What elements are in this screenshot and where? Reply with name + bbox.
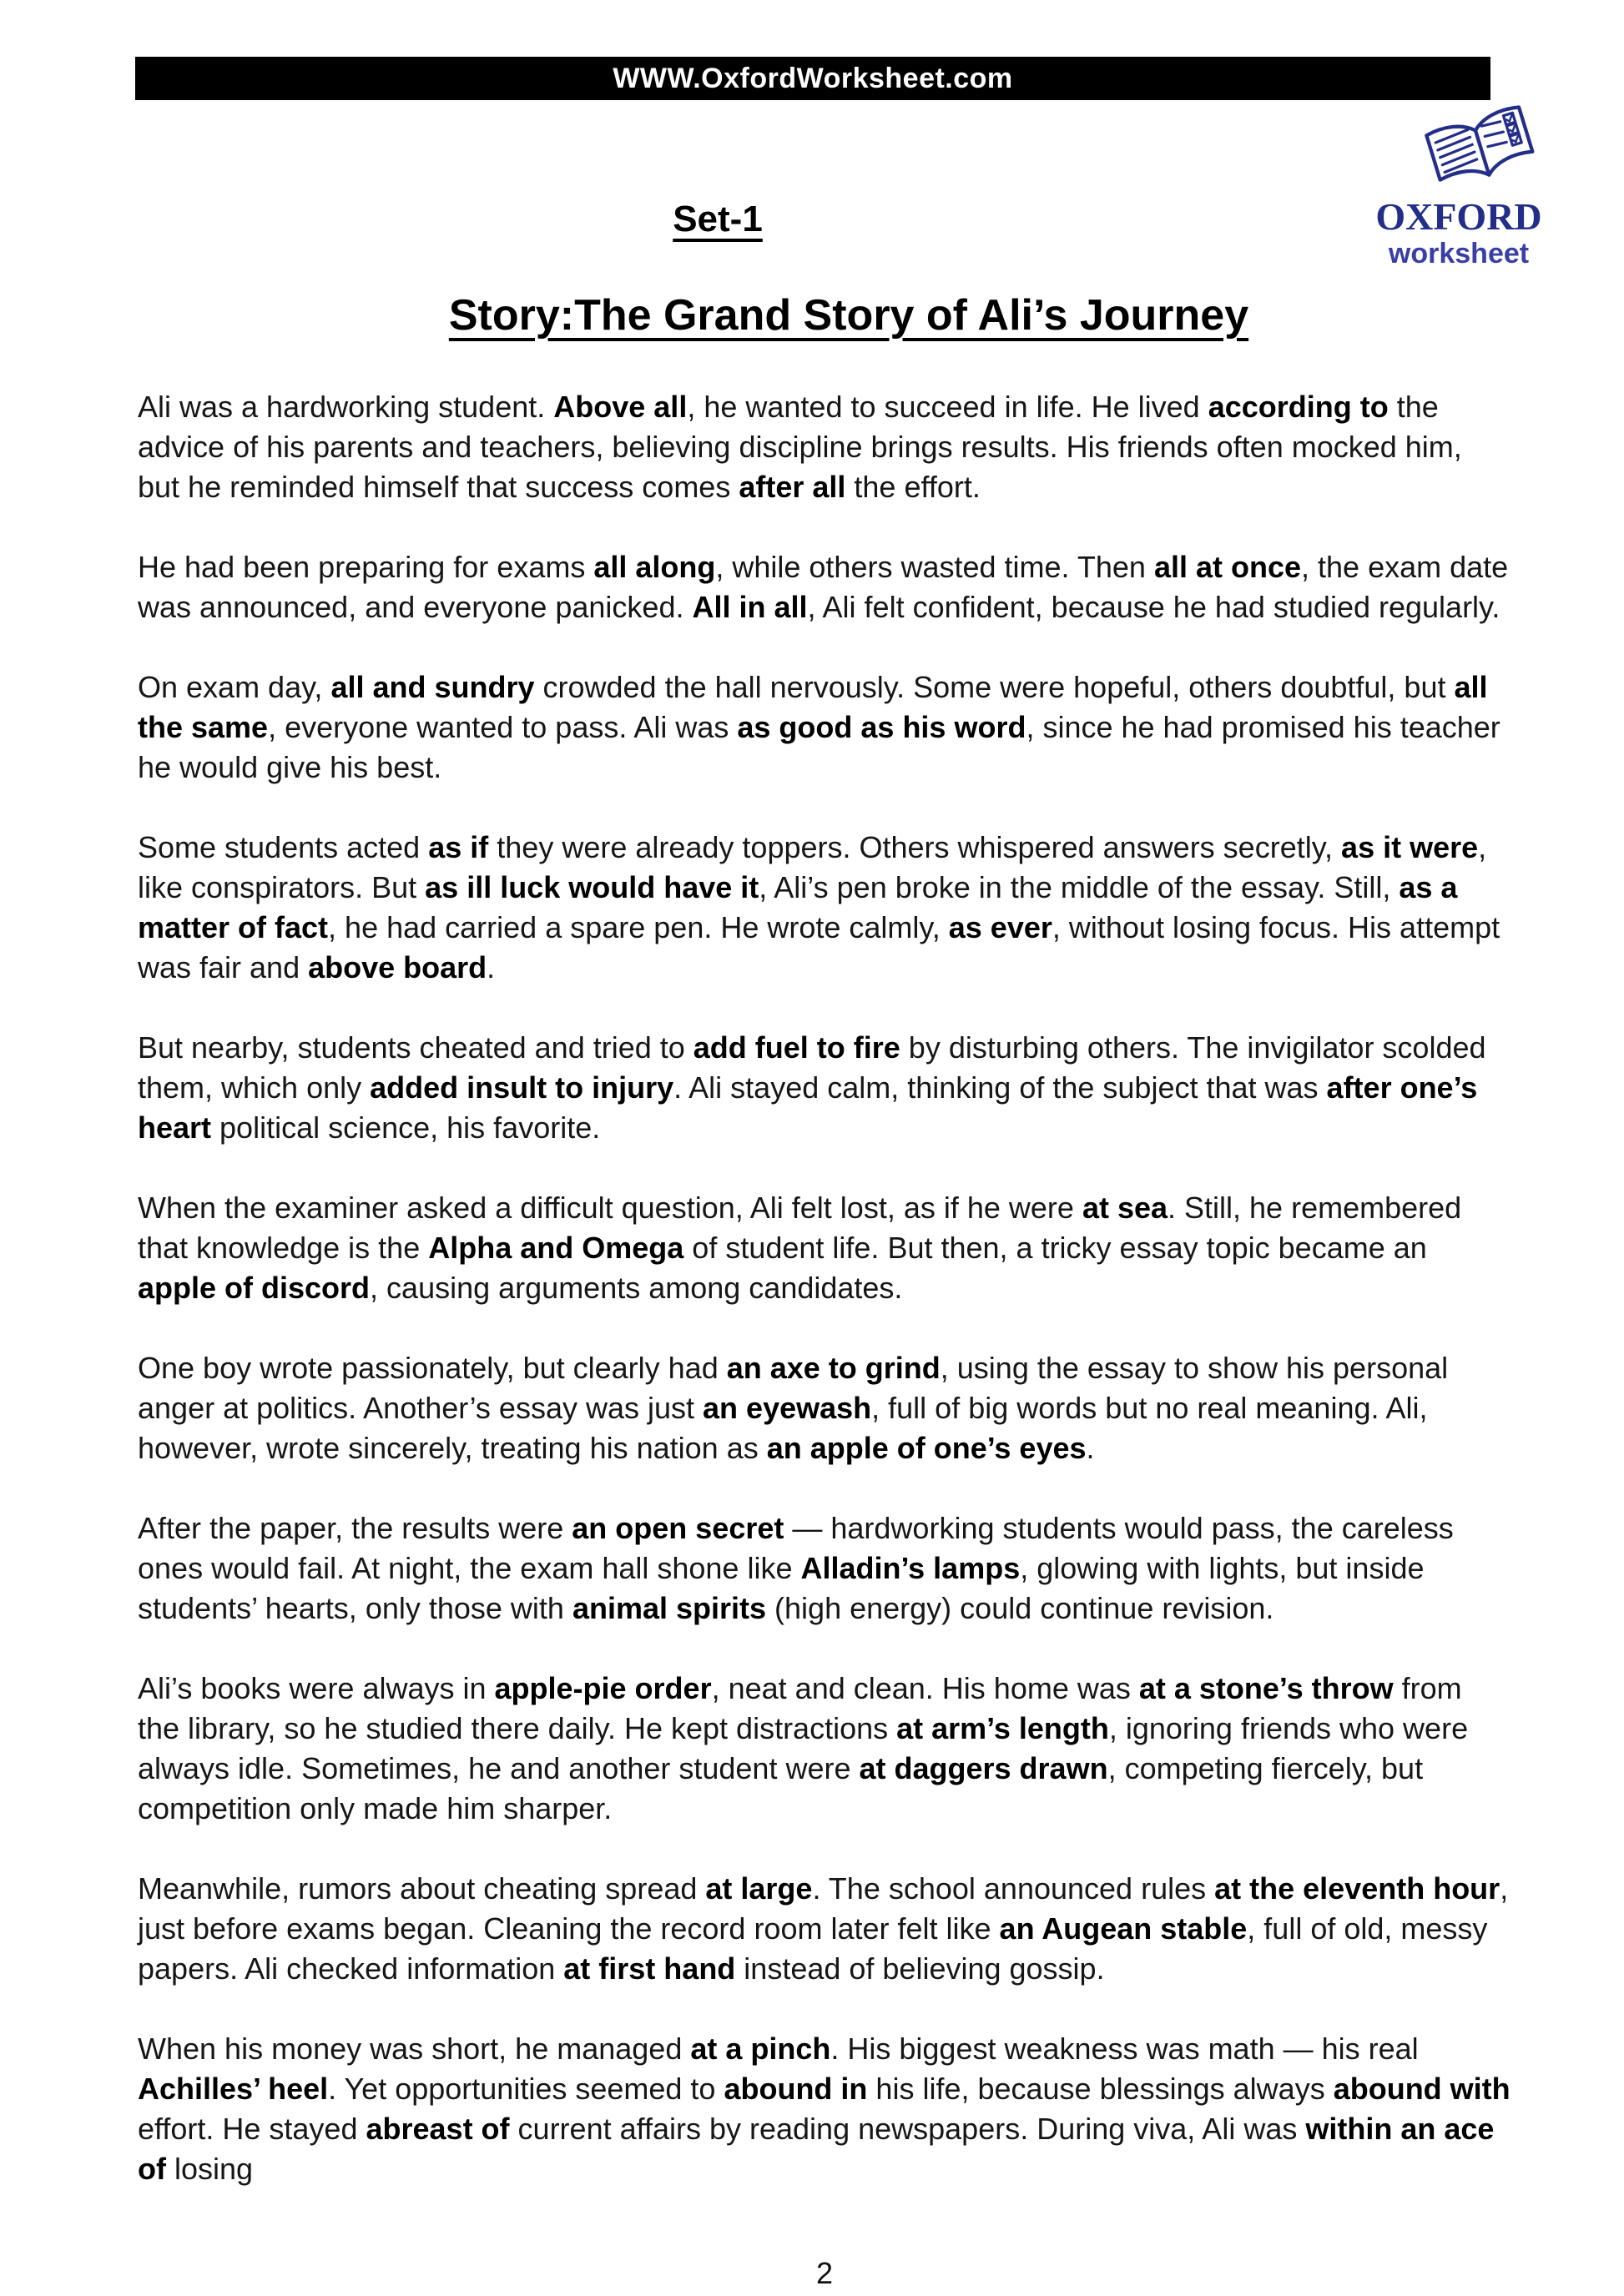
- story-paragraph: Ali’s books were always in apple-pie order, neat and clean. His home was at a stone’s throw from the library, so he studied there daily. He kept distractions at arm’s length, ignoring friends who were always idle. Sometimes, he and another student were at daggers drawn, competing fiercely, but competition only made him sharper.: [138, 1671, 1469, 1825]
- story-paragraph: When the examiner asked a difficult question, Ali felt lost, as if he were at sea. Still, he remembered that knowledge is the Alpha and Omega of student life. But then, a tricky essay topic became an apple of discord, causing arguments among candidates.: [138, 1191, 1462, 1305]
- story-paragraph: Some students acted as if they were already toppers. Others whispered answers secretly, as it were, like conspirators. But as ill luck would have it, Ali’s pen broke in the middle of the essay. Still, as a matter of fact, he had carried a spare pen. He wrote calmly, as ever, without losing focus. His attempt was fair and above board.: [138, 830, 1500, 984]
- story-paragraph: Meanwhile, rumors about cheating spread at large. The school announced rules at the eleventh hour, just before exams began. Cleaning the record room later felt like an Augean stable, full of old, messy papers. Ali checked information at first hand instead of believing gossip.: [138, 1871, 1509, 1986]
- page-number: 2: [815, 2256, 834, 2290]
- set-heading: Set-1: [673, 199, 763, 239]
- story-body: [138, 387, 1511, 2189]
- story-paragraph: After the paper, the results were an open secret — hardworking students would pass, the careless ones would fail. At night, the exam hall shone like Alladin’s lamps, glowing with lights, but inside students’ hearts, only those with animal spirits (high energy) could continue revision.: [138, 1511, 1454, 1625]
- site-banner: [135, 57, 1490, 100]
- story-title: Story:The Grand Story of Ali’s Journey: [448, 291, 1249, 340]
- story-content: [138, 199, 1511, 2291]
- story-paragraph: But nearby, students cheated and tried to add fuel to fire by disturbing others. The invigilator scolded them, which only added insult to injury. Ali stayed calm, thinking of the subject that was after one’s heart political science, his favorite.: [138, 1030, 1486, 1145]
- open-book-checklist-icon: [1419, 98, 1544, 197]
- site-url-text: WWW.OxfordWorksheet.com: [613, 62, 1013, 94]
- story-paragraph: Ali was a hardworking student. Above all, he wanted to succeed in life. He lived according to the advice of his parents and teachers, believing discipline brings results. His friends often mocked him, but he reminded himself that success comes after all the effort.: [138, 390, 1462, 504]
- story-paragraph: One boy wrote passionately, but clearly had an axe to grind, using the essay to show his personal anger at politics. Another’s essay was just an eyewash, full of big words but no real meaning. Ali, however, wrote sincerely, treating his nation as an apple of one’s eyes.: [138, 1351, 1449, 1465]
- brand-subtitle: worksheet: [1388, 238, 1530, 270]
- story-paragraph: When his money was short, he managed at a pinch. His biggest weakness was math — his real Achilles’ heel. Yet opportunities seemed to abound in his life, because blessings always abound with effort. He stayed abreast of current affairs by reading newspapers. During viva, Ali was within an ace of losing: [138, 2032, 1511, 2186]
- brand-name: OXFORD: [1375, 195, 1542, 238]
- story-paragraph: On exam day, all and sundry crowded the hall nervously. Some were hopeful, others doubtful, but all the same, everyone wanted to pass. Ali was as good as his word, since he had promised his teacher he would give his best.: [138, 670, 1500, 784]
- story-paragraph: He had been preparing for exams all along, while others wasted time. Then all at once, the exam date was announced, and everyone panicked. All in all, Ali felt confident, because he had studied regularly.: [138, 550, 1509, 624]
